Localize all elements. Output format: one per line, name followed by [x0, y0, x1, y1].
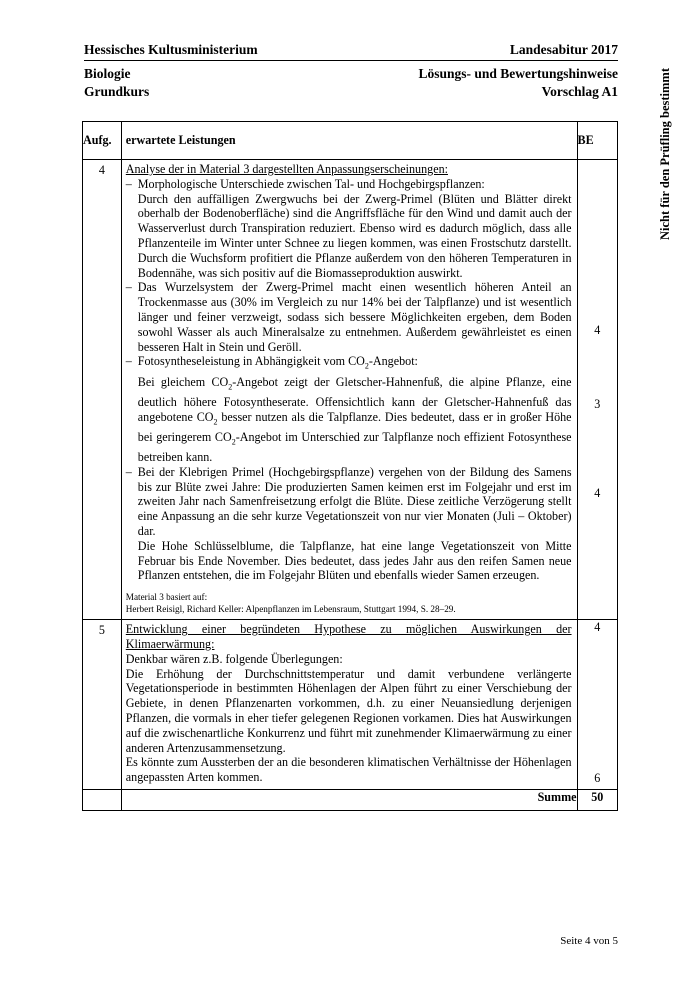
header-points: BE [577, 122, 617, 160]
bullet-morphology-head: – Morphologische Unterschiede zwischen Tal- und Hochgebirgspflanzen: [126, 177, 572, 192]
exam-name: Landesabitur 2017 [509, 42, 618, 57]
side-note-container [656, 40, 676, 290]
header-task: Aufg. [83, 122, 122, 160]
header-row-2 [84, 66, 618, 84]
bullet-roots: – Das Wurzelsystem der Zwerg-Primel macht einen wesentlich höheren Anteil an Trockenmasse aus (30% im Vergleich zu nur 14% bei der Talpflanze) und ist wesentlich länger und feiner verzweigt, sodass sich bessere Möglichkeiten ergeben, dem Boden sowohl Wasser als auch Mineralsalze zu entnehmen. Außerdem gewährleistet es einen besseren Halt in Stein und Geröll. [126, 280, 572, 354]
sum-row [83, 789, 618, 810]
expected-content [121, 620, 577, 790]
header-row-3 [84, 84, 618, 102]
course: Grundkurs [84, 84, 150, 99]
bullet-photosynthesis-body: Bei gleichem $CO_2$-Angebot zeigt der Gletscher-Hahnenfuß, die alpine Pflanze, eine deutlich höhere Fotosyntheserate. Offensichtlich kann der Gletscher-Hahnenfuß das angebotene $CO_2$ besser nutzen als die Talpflanze. Dies bedeutet, dass er in großer Höhe bei geringerem $CO_2$-Angebot im Unterschied zur Talpflanze noch effizient Fotosynthese betreiben kann. [137, 374, 572, 464]
task-number: 4 [83, 160, 122, 620]
source-ref: Herbert Reisigl, Richard Keller: Alpenpflanzen im Lebensraum, Stuttgart 1994, S. 28–29. [125, 604, 456, 615]
points-cell [577, 160, 617, 634]
subject: Biologie [84, 66, 131, 81]
proposal: Vorschlag A1 [541, 84, 618, 99]
ministry-name: Hessisches Kultusministerium [84, 42, 258, 57]
points-value: 6 [594, 771, 601, 786]
bullet-morphology-body: Durch den auffälligen Zwergwuchs bei der Zwerg-Primel (Blüten und Blätter direkt oberhalb der Bodenoberfläche) sind die Angriffsfläche für den Wind und damit auch der Wasserverlust durch Transpiration reduziert. Ebenso wird es dadurch möglich, dass alle Pflanzenteile im Winter unter Schnee zu liegen kommen, was einen Frostschutz darstellt. Durch die Wuchsform profitiert die Pflanze außerdem von den höheren Temperaturen in Bodennähe, was sich positiv auf die Biomasseproduktion auswirkt. [137, 191, 572, 280]
source-label: Material 3 basiert auf: [125, 592, 208, 603]
sum-value: 50 [577, 789, 617, 810]
hypothesis-text: Es könnte zum Aussterben der an die besonderen klimatischen Verhältnisse der Höhenlagen angepassten Arten kommen. [125, 755, 572, 785]
bullet-seed-cycle: – Bei der Klebrigen Primel (Hochgebirgspflanze) vergehen von der Bildung des Samens bis zur Blüte zwei Jahre: Die produzierten Samen keimen erst im Folgejahr und erst im zweiten Jahr nach Samenfreisetzung erfolgt die Blüte. Diese zeitliche Verzögerung stellt eine Anpassung an die sehr kurze Vegetationszeit von nur vier Monaten (Juli – Oktober) dar. [126, 465, 572, 539]
points-cell [577, 620, 617, 790]
task-title: Entwicklung einer begründeten Hypothese zu möglichen Auswirkungen der Klimaerwärmung: [125, 622, 572, 651]
bullet-photosynthesis-head: – Fotosyntheseleistung in Abhängigkeit vom $CO_2$-Angebot: [126, 354, 572, 374]
table-header-row [83, 122, 618, 160]
points-value: 4 [594, 620, 601, 634]
points-value: 3 [594, 397, 601, 411]
points-value: 4 [594, 486, 601, 500]
side-note: Nicht für den Prüfling bestimmt [658, 68, 672, 240]
doc-type: Lösungs- und Bewertungshinweise [418, 66, 618, 81]
sum-label: Summe [121, 789, 577, 810]
intro-text: Denkbar wären z.B. folgende Überlegungen: [125, 651, 343, 666]
task-number: 5 [83, 620, 122, 790]
hypothesis-text: Die Erhöhung der Durchschnittstemperatur und damit verbundene verlängerte Vegetationsperiode in bestimmten Höhenlagen der Alpen führt zu einer Verschiebung der Gebiete, in denen Pflanzenarten vorkommen, d.h. zu einer Neuansiedlung derjenigen Pflanzen, die vormals in eher tiefer gelegenen Regionen vorkamen. Dies hat Auswirkungen auf die zwischenartliche Konkurrenz und führt mit zunehmender Klimaerwärmung zu einer anderen Artenzusammensetzung. [125, 666, 572, 755]
table-row [83, 620, 618, 790]
task-title: Analyse der in Material 3 dargestellten Anpassungserscheinungen: [125, 162, 448, 176]
source-note [126, 591, 572, 615]
page-number: Seite 4 von 5 [560, 935, 618, 947]
expected-content [121, 160, 577, 620]
bullet-seed-cycle-cont: Die Hohe Schlüsselblume, die Talpflanze, hat eine lange Vegetationszeit von Mitte Februar bis Ende November. Dies bedeutet, dass jedes Jahr aus den reifen Samen neue Pflanzen entstehen, die im Folgejahr Blüten und ebenfalls wieder Samen erzeugen. [137, 538, 572, 583]
header-row-1 [84, 42, 618, 61]
table-row [83, 160, 618, 620]
points-value: 4 [594, 323, 601, 337]
header-expected: erwartete Leistungen [121, 122, 577, 160]
solution-table [82, 121, 618, 811]
